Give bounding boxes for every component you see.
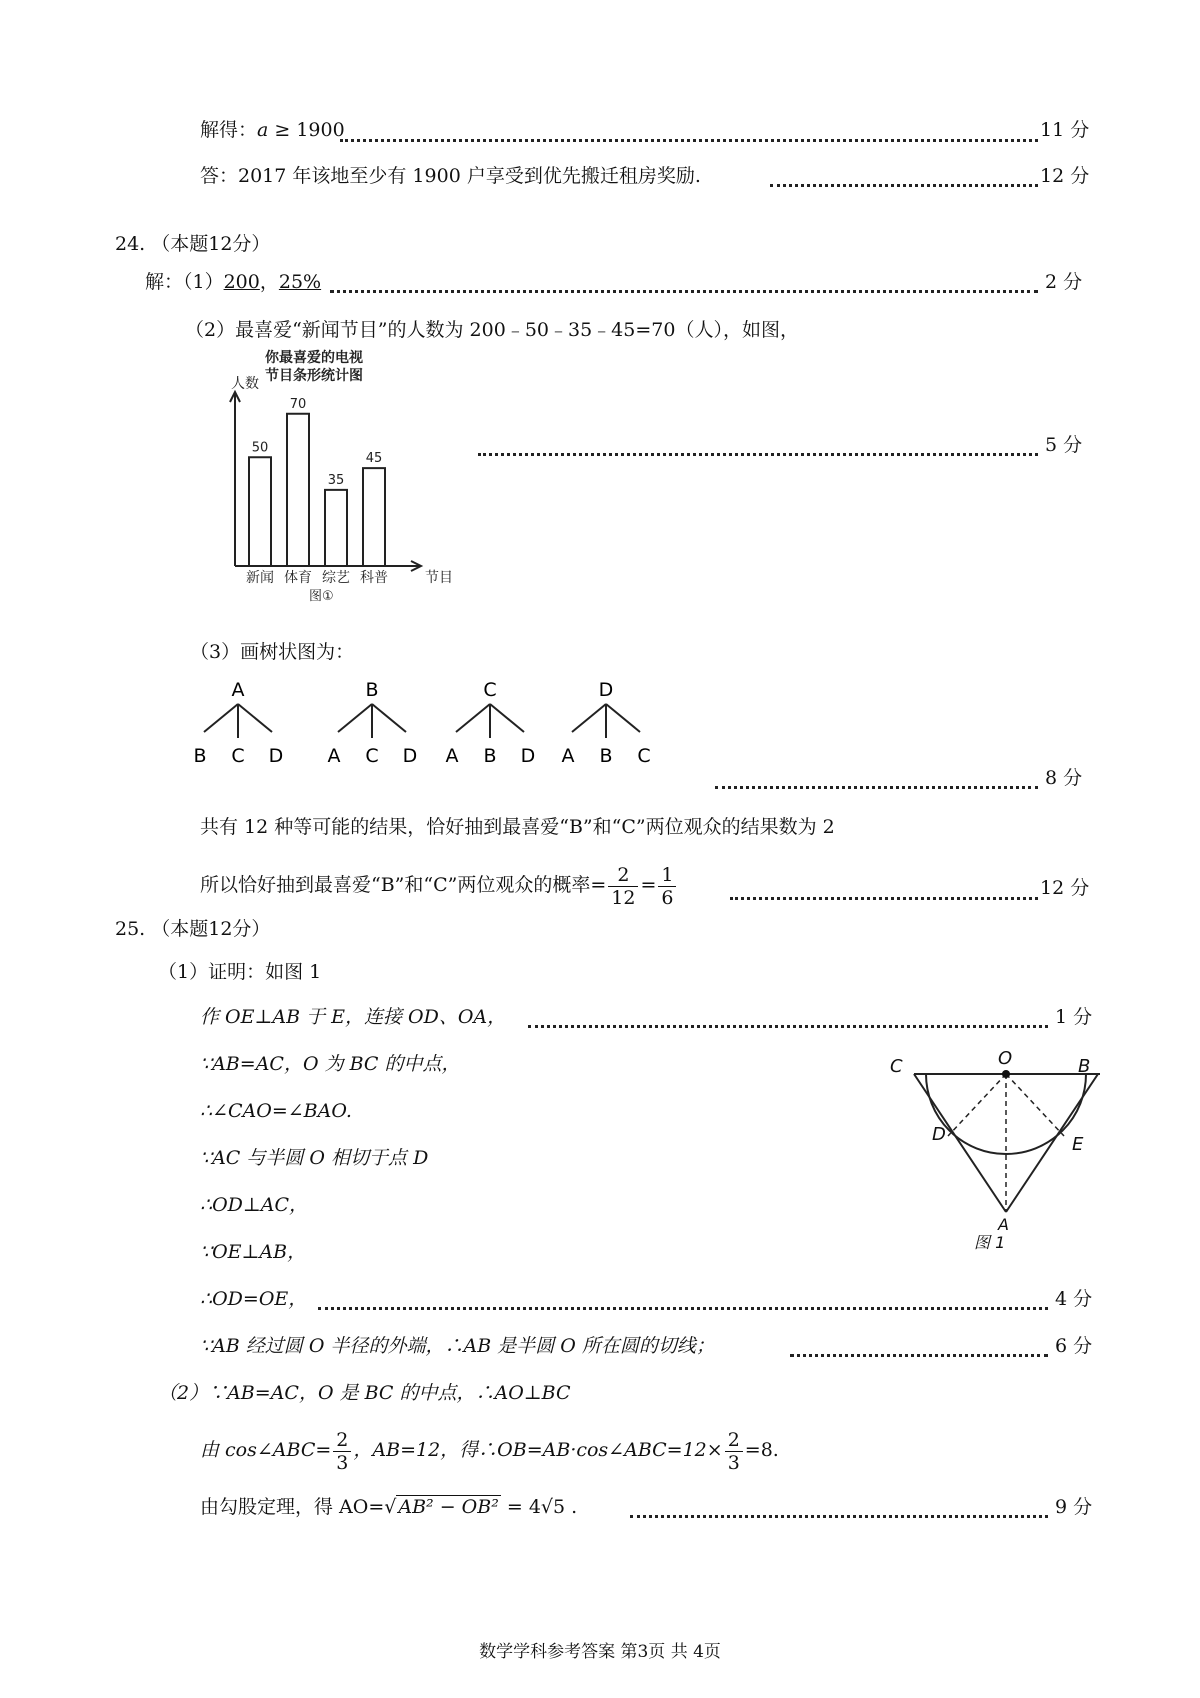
tree-child-label: C xyxy=(365,745,379,767)
leader-dots xyxy=(770,184,1038,187)
q24-p1-answer-b: 25% xyxy=(278,271,322,293)
q25-line6: ∵OE⊥AB， xyxy=(200,1241,307,1263)
cos-end: =8. xyxy=(744,1439,779,1461)
tree-branch xyxy=(372,704,406,732)
tree-child-label: D xyxy=(268,745,284,767)
sqrt-symbol: √ xyxy=(384,1496,397,1518)
bar-4 xyxy=(363,468,385,566)
leader-dots xyxy=(528,1025,1048,1028)
tree-root-label: D xyxy=(598,679,614,701)
tree-root-label: A xyxy=(231,679,245,701)
chart-title-line2: 节目条形统计图 xyxy=(265,368,363,384)
q25-line7: ∴OD=OE， xyxy=(200,1288,308,1310)
tree-branch xyxy=(456,704,490,732)
leader-dots xyxy=(330,290,1038,293)
tree-child-label: A xyxy=(445,745,459,767)
cos-middle: ，AB=12，得∴OB=AB·cos∠ABC=12× xyxy=(353,1439,723,1461)
bar-3 xyxy=(325,490,347,566)
q24-probability xyxy=(200,855,678,915)
q23-answer-score: 12 分 xyxy=(1040,165,1090,187)
q25-pythagoras-line xyxy=(200,1495,577,1519)
q24-p3-score: 8 分 xyxy=(1045,767,1083,789)
chart-caption: 图① xyxy=(309,589,334,604)
label-o: O xyxy=(998,1048,1013,1069)
q25-line2: ∵AB=AC，O 为 BC 的中点， xyxy=(200,1053,461,1075)
tree-d xyxy=(562,679,651,767)
q24-heading: 24. （本题12分） xyxy=(115,233,271,255)
tree-branch xyxy=(238,704,272,732)
tree-root-label: C xyxy=(483,679,497,701)
q25-heading: 25. （本题12分） xyxy=(115,918,271,940)
tree-b xyxy=(328,679,418,767)
x-tick-label: 新闻 xyxy=(246,570,274,586)
tree-child-label: D xyxy=(402,745,418,767)
q24-p2-score: 5 分 xyxy=(1045,434,1083,456)
bar-1 xyxy=(249,457,271,566)
leader-dots xyxy=(318,1307,1048,1310)
leader-dots xyxy=(790,1354,1048,1357)
tree-root-label: B xyxy=(365,679,379,701)
bar-value-label: 45 xyxy=(365,451,383,467)
q25-line7-score: 4 分 xyxy=(1055,1288,1093,1310)
q25-line5: ∴OD⊥AC， xyxy=(200,1194,309,1216)
q23-solve-var: a xyxy=(257,119,269,141)
tree-branch xyxy=(490,704,524,732)
fraction-numerator: 1 xyxy=(658,864,676,887)
leader-dots xyxy=(478,453,1038,456)
tree-child-label: B xyxy=(483,745,497,767)
point-o xyxy=(1002,1070,1010,1078)
fraction xyxy=(608,864,638,909)
pythagoras-end: = 4√5 . xyxy=(500,1496,578,1518)
leader-dots xyxy=(630,1515,1048,1518)
tree-child-label: B xyxy=(599,745,613,767)
bar-chart xyxy=(205,348,470,604)
sqrt-radicand: AB² − OB² xyxy=(398,1496,499,1518)
q25-part2: （2）∵AB=AC，O 是 BC 的中点，∴AO⊥BC xyxy=(158,1382,571,1404)
label-d: D xyxy=(932,1124,946,1145)
q24-prob-score: 12 分 xyxy=(1040,877,1090,899)
x-tick-label: 体育 xyxy=(284,570,312,586)
chart-ylabel: 人数 xyxy=(231,376,259,392)
x-tick-label: 科普 xyxy=(360,570,388,586)
page-footer: 数学学科参考答案 第3页 共 4页 xyxy=(479,1642,721,1662)
fraction-denominator: 6 xyxy=(661,886,674,909)
segment-od xyxy=(948,1074,1006,1136)
label-a: A xyxy=(998,1215,1009,1234)
q25-line8-score: 6 分 xyxy=(1055,1335,1093,1357)
q24-part1 xyxy=(145,270,321,294)
equals-sign: = xyxy=(640,874,657,896)
tree-branch xyxy=(572,704,606,732)
q24-part3: （3）画树状图为： xyxy=(190,641,355,663)
x-tick-label: 综艺 xyxy=(322,570,350,586)
bar-value-label: 35 xyxy=(327,472,345,488)
label-e: E xyxy=(1072,1134,1084,1155)
tree-child-label: A xyxy=(561,745,575,767)
q25-line1-score: 1 分 xyxy=(1055,1006,1093,1028)
fraction-numerator: 2 xyxy=(725,1429,743,1452)
figure-caption: 图 1 xyxy=(974,1233,1006,1252)
tree-branch xyxy=(606,704,640,732)
q24-part2: （2）最喜爱“新闻节目”的人数为 200﹣50﹣35﹣45=70（人），如图， xyxy=(185,319,799,341)
tree-branch xyxy=(338,704,372,732)
q25-cos-line xyxy=(200,1420,779,1480)
tree-a xyxy=(193,679,283,767)
fraction-numerator: 2 xyxy=(608,864,638,887)
q25-pythagoras-score: 9 分 xyxy=(1055,1496,1093,1518)
tree-child-label: C xyxy=(231,745,245,767)
cos-prefix: 由 cos∠ABC= xyxy=(200,1439,332,1461)
tree-child-label: A xyxy=(327,745,341,767)
q23-solve-score: 11 分 xyxy=(1040,119,1090,141)
q24-prob-prefix: 所以恰好抽到最喜爱“B”和“C”两位观众的概率= xyxy=(200,874,607,896)
q23-solve-line xyxy=(200,118,345,142)
tree-child-label: D xyxy=(520,745,536,767)
segment-ca xyxy=(914,1074,1006,1212)
q24-p1-sep: ， xyxy=(259,271,279,293)
bar-value-label: 50 xyxy=(251,440,269,456)
bar-2 xyxy=(287,414,309,566)
label-b: B xyxy=(1078,1056,1091,1077)
fraction-numerator: 2 xyxy=(333,1429,351,1452)
tree-diagrams xyxy=(193,678,700,770)
fraction xyxy=(658,864,676,909)
q23-answer: 答：2017 年该地至少有 1900 户享受到优先搬迁租房奖励. xyxy=(200,165,701,187)
leader-dots xyxy=(730,897,1038,900)
leader-dots xyxy=(340,139,1038,142)
fraction xyxy=(725,1429,743,1474)
q25-line8: ∵AB 经过圆 O 半径的外端，∴AB 是半圆 O 所在圆的切线； xyxy=(200,1335,715,1357)
chart-bars xyxy=(246,397,388,586)
tree-c xyxy=(446,679,536,767)
chart-title-line1: 你最喜爱的电视 xyxy=(265,350,363,366)
fraction-denominator: 3 xyxy=(336,1451,349,1474)
segment-oe xyxy=(1006,1074,1064,1136)
q25-line1: 作 OE⊥AB 于 E，连接 OD、OA， xyxy=(200,1006,507,1028)
geometry-figure-1 xyxy=(888,1050,1098,1250)
q23-solve-rest: ≥ 1900 xyxy=(268,119,345,141)
pythagoras-prefix: 由勾股定理，得 AO= xyxy=(200,1496,385,1518)
fraction xyxy=(333,1429,351,1474)
q23-solve-prefix: 解得： xyxy=(200,119,258,141)
q24-p1-prefix: 解：（1） xyxy=(145,271,224,293)
tree-child-label: B xyxy=(193,745,207,767)
tree-child-label: C xyxy=(637,745,651,767)
fraction-denominator: 3 xyxy=(727,1451,740,1474)
q25-line3: ∴∠CAO=∠BAO. xyxy=(200,1100,352,1122)
tree-branch xyxy=(204,704,238,732)
q24-p1-score: 2 分 xyxy=(1045,271,1083,293)
bar-value-label: 70 xyxy=(289,396,307,412)
q25-part1-heading: （1）证明：如图 1 xyxy=(158,961,322,983)
leader-dots xyxy=(715,786,1038,789)
fraction-denominator: 12 xyxy=(611,886,636,909)
q25-line4: ∵AC 与半圆 O 相切于点 D xyxy=(200,1147,429,1169)
q24-result: 共有 12 种等可能的结果，恰好抽到最喜爱“B”和“C”两位观众的结果数为 2 xyxy=(200,816,835,838)
segment-ba xyxy=(1006,1074,1098,1212)
label-c: C xyxy=(890,1056,903,1077)
q24-p1-answer-a: 200 xyxy=(223,271,260,293)
chart-xlabel: 节目 xyxy=(425,570,453,586)
